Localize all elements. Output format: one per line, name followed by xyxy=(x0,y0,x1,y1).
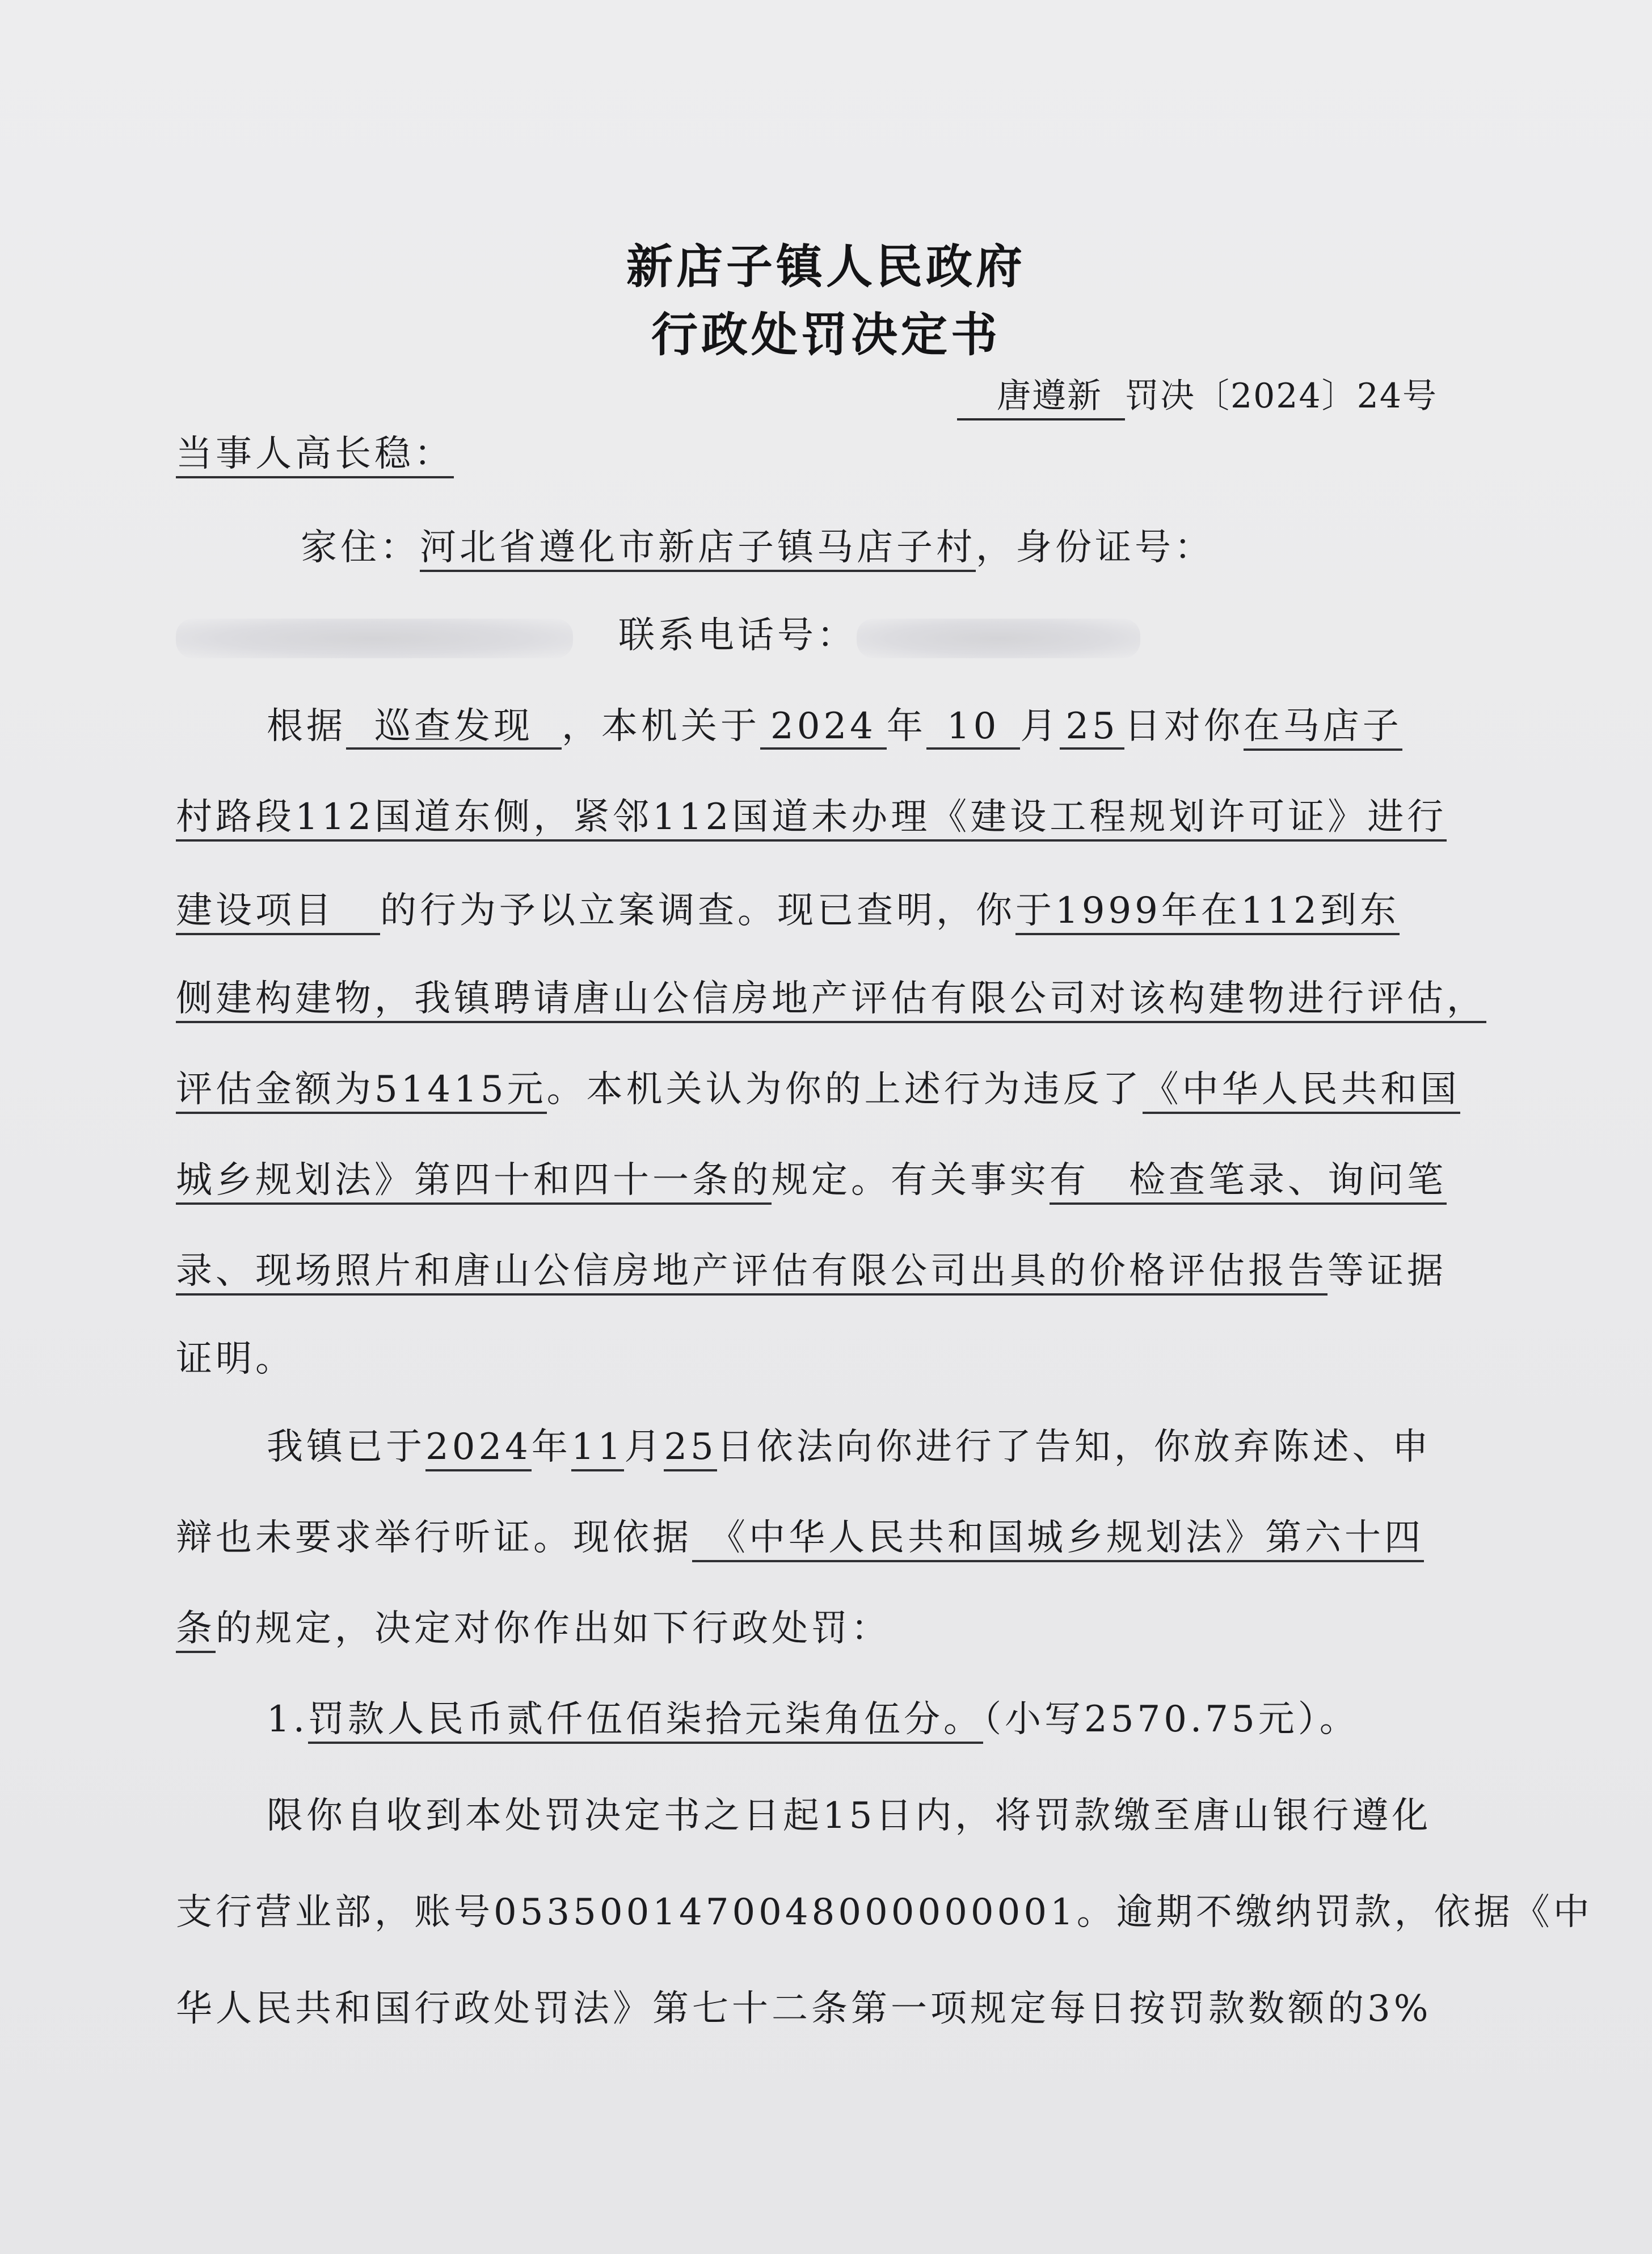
text-p1-l1-b: 巡查发现 xyxy=(346,705,562,750)
p1-line-4 xyxy=(176,976,1486,1021)
text-p1-l1-e: 年 xyxy=(886,705,926,747)
p2-line-2 xyxy=(176,1515,1481,1561)
redacted-phone xyxy=(857,619,1140,658)
text-p2-l1-b: 2024 xyxy=(425,1426,532,1471)
org-title: 新店子镇人民政府 xyxy=(626,239,1026,294)
ref-suffix: 罚决〔2024〕24号 xyxy=(1124,376,1438,416)
p1-line-3 xyxy=(176,888,1481,933)
penalty-line xyxy=(267,1697,1571,1742)
text-p1-l1-a: 根据 xyxy=(267,705,346,747)
p2-line-1 xyxy=(267,1424,1571,1470)
party-line xyxy=(176,431,1481,477)
p3-line-3 xyxy=(176,1986,1481,2032)
text-p1-l2: 村路段112国道东侧，紧邻112国道未办理《建设工程规划许可证》进行 xyxy=(176,796,1447,842)
text-p2-l1-c: 年 xyxy=(531,1426,571,1468)
ref-prefix: 唐遵新 xyxy=(957,376,1125,420)
text-p2-l2-a: 辩也未要求举行听证。现依据 xyxy=(176,1517,692,1559)
text-p2-l1-d: 11 xyxy=(571,1426,624,1471)
text-p2-l1-g: 日依法向你进行了告知，你放弃陈述、申 xyxy=(717,1426,1432,1468)
p1-line-8 xyxy=(176,1336,1481,1382)
text-p1-l3-a: 建设项目 xyxy=(176,890,380,935)
penalty-amount-text: 罚款人民币贰仟伍佰柒拾元柒角伍分。 xyxy=(308,1698,983,1744)
text-p1-l1-j: 在马店子 xyxy=(1244,705,1402,751)
text-p1-l5-b: 。本机关认为你的上述行为违反了 xyxy=(546,1069,1143,1111)
doc-title: 行政处罚决定书 xyxy=(651,308,1001,362)
p3-line-1 xyxy=(267,1793,1571,1839)
text-p2-l2-b: 《中华人民共和国城乡规划法》第六十四 xyxy=(692,1517,1424,1562)
text-p1-l4: 侧建构建物，我镇聘请唐山公信房地产评估有限公司对该构建物进行评估， xyxy=(176,978,1486,1023)
p1-line-6 xyxy=(176,1158,1481,1203)
id-label: ，身份证号： xyxy=(976,527,1214,569)
p1-line-1 xyxy=(267,704,1571,749)
text-p1-l1-c: ，本机关于 xyxy=(562,705,760,747)
text-p1-l1-h: 25 xyxy=(1060,705,1124,750)
text-p1-l1-i: 日对你 xyxy=(1124,705,1244,747)
phone-label: 联系电话号： xyxy=(618,615,857,657)
address-line xyxy=(301,525,1605,570)
text-p1-l7-a: 录、现场照片和唐山公信房地产评估有限公司出具的价格评估报告 xyxy=(176,1250,1328,1296)
party-label: 当事人高长稳： xyxy=(176,433,454,478)
text-p1-l3-b: 的行为予以立案调查。现已查明，你 xyxy=(380,890,1015,932)
redacted-id xyxy=(176,619,573,658)
text-p1-l6-c: 有 检查笔录、询问笔 xyxy=(1050,1159,1447,1205)
p1-line-5 xyxy=(176,1067,1481,1112)
text-p1-l1-f: 10 xyxy=(926,705,1020,750)
text-p2-l1-e: 月 xyxy=(624,1426,664,1468)
text-penalty-num: 1. xyxy=(267,1698,309,1740)
text-p3-l1: 限你自收到本处罚决定书之日起15日内，将罚款缴至唐山银行遵化 xyxy=(267,1795,1432,1837)
address-value: 河北省遵化市新店子镇马店子村 xyxy=(420,527,976,572)
text-p1-l5-c: 《中华人民共和国 xyxy=(1143,1069,1460,1114)
text-p2-l1-f: 25 xyxy=(664,1426,717,1471)
text-p1-l6-a: 城乡规划法》第四十和四十一条的 xyxy=(176,1159,772,1205)
text-p3-l2: 支行营业部，账号0535001470048000000001。逾期不缴纳罚款，依据《中 xyxy=(176,1891,1593,1933)
text-p2-l3-a: 条 xyxy=(176,1608,216,1653)
text-p1-l7-b: 等证据 xyxy=(1328,1250,1447,1292)
text-p3-l3: 华人民共和国行政处罚法》第七十二条第一项规定每日按罚款数额的3% xyxy=(176,1988,1432,2030)
text-p2-l3-b: 的规定，决定对你作出如下行政处罚： xyxy=(216,1608,891,1650)
reference-number xyxy=(957,369,1438,418)
text-p1-l1-g: 月 xyxy=(1020,705,1060,747)
text-p1-l5-a: 评估金额为51415元 xyxy=(176,1069,547,1114)
text-p2-l1-a: 我镇已于 xyxy=(267,1426,425,1468)
address-label: 家住： xyxy=(301,527,420,569)
text-p1-l6-b: 规定。有关事实 xyxy=(772,1159,1050,1201)
p1-line-7 xyxy=(176,1248,1481,1294)
penalty-amount-small: （小写2570.75元）。 xyxy=(983,1698,1359,1740)
text-p1-l3-c: 于1999年在112到东 xyxy=(1015,890,1400,935)
text-p1-l8: 证明。 xyxy=(176,1338,295,1380)
p3-line-2 xyxy=(176,1890,1593,1935)
p2-line-3 xyxy=(176,1606,1481,1651)
contact-line xyxy=(176,613,1481,658)
text-p1-l1-d: 2024 xyxy=(760,705,887,750)
p1-line-2 xyxy=(176,794,1481,840)
